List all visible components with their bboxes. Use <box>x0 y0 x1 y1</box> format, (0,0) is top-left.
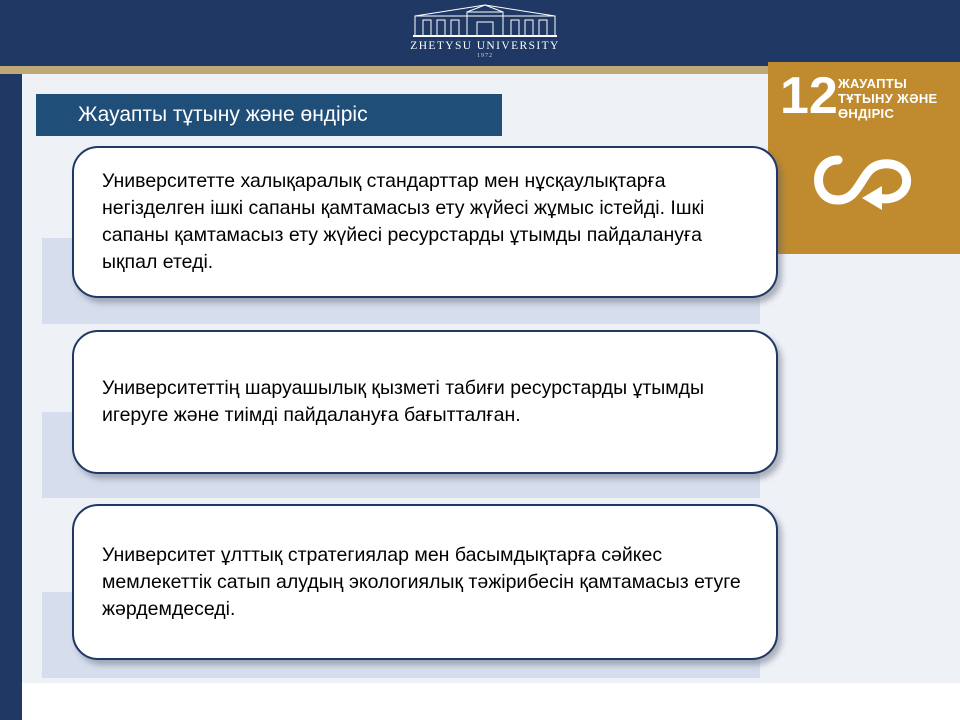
university-founded-year: 1972 <box>477 53 493 59</box>
content-card <box>72 330 778 474</box>
page-title: Жауапты тұтыну және өндіріс <box>78 103 368 126</box>
bottom-white-strip <box>0 683 960 720</box>
content-card-text: Университетте халықаралық стандарттар мен нұсқаулықтарға негізделген ішкі сапаны қамтамасыз ету жүйесі жұмыс істейді. Ішкі сапаны қамтамасыз ету жүйесі ресурстарды ұтымды пайдалануға ықпал етеді. <box>102 170 705 273</box>
university-building-icon <box>405 4 565 38</box>
content-card-text: Университеттің шаруашылық қызметі табиғи ресурстарды ұтымды игеруге және тиімді пайдалануға бағытталған. <box>102 377 705 426</box>
university-name: ZHETYSU UNIVERSITY <box>410 40 560 52</box>
sdg-number: 12 <box>780 67 838 125</box>
content-card <box>72 504 778 660</box>
slide-title-box <box>36 94 502 136</box>
bottom-left-accent <box>0 683 22 720</box>
left-accent-strip <box>0 74 22 720</box>
sdg-badge <box>768 62 960 254</box>
content-card <box>72 146 778 298</box>
infinity-loop-arrow-icon <box>798 140 928 220</box>
content-card-text: Университет ұлттық стратегиялар мен басымдықтарға сәйкес мемлекеттік сатып алудың экологиялық тәжірибесін қамтамасыз етуге жәрдемдеседі. <box>102 543 741 620</box>
sdg-label: ЖАУАПТЫ ТҰТЫНУ ЖӘНЕ ӨНДІРІС <box>838 76 938 121</box>
university-logo <box>400 4 570 64</box>
